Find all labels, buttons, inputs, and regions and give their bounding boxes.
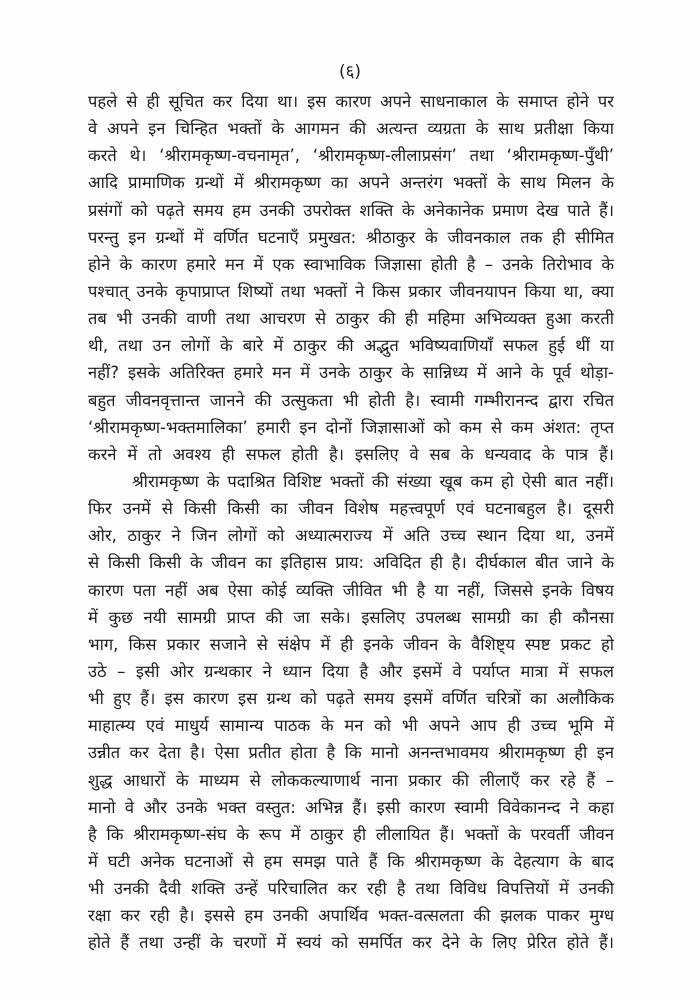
text-line: रक्षा कर रही है। इससे हम उनकी अपार्थिव भक्त-वत्सलता की झलक पाकर मुग्ध	[88, 906, 614, 926]
text-line: आदि प्रामाणिक ग्रन्थों में श्रीरामकृष्ण का अपने अन्तरंग भक्तों के साथ मिलन के	[88, 173, 614, 193]
text-line: में घटी अनेक घटनाओं से हम समझ पाते हैं कि श्रीरामकृष्ण के देहत्याग के बाद	[88, 851, 614, 871]
text-line: भी उनकी दैवी शक्ति उन्हें परिचालित कर रही है तथा विविध विपत्तियों में उनकी	[88, 879, 614, 899]
text-line: फिर उनमें से किसी किसी का जीवन विशेष महत्त्वपूर्ण एवं घटनाबहुल है। दूसरी	[88, 499, 614, 519]
text-line: प्रसंगों को पढ़ते समय हम उनकी उपरोक्त शक्ति के अनेकानेक प्रमाण देख पाते हैं।	[88, 200, 614, 220]
text-line: उठे – इसी ओर ग्रन्थकार ने ध्यान दिया है और इसमें वे पर्याप्त मात्रा में सफल	[88, 661, 614, 681]
text-line: ‘श्रीरामकृष्ण-भक्तमालिका’ हमारी इन दोनों जिज्ञासाओं को कम से कम अंशत: तृप्त	[88, 417, 614, 437]
text-line: माहात्म्य एवं माधुर्य सामान्य पाठक के मन को भी अपने आप ही उच्च भूमि में	[88, 716, 614, 736]
text-line: होने के कारण हमारे मन में एक स्वाभाविक जिज्ञासा होती है – उनके तिरोभाव के	[88, 254, 614, 274]
text-line: होते हैं तथा उन्हीं के चरणों में स्वयं को समर्पित कर देने के लिए प्रेरित होते हैं।	[88, 933, 614, 953]
text-line: पश्चात् उनके कृपाप्राप्त शिष्यों तथा भक्तों ने किस प्रकार जीवनयापन किया था, क्या	[88, 281, 614, 301]
text-line: भाग, किस प्रकार सजाने से संक्षेप में ही इनके जीवन के वैशिष्ट्य स्पष्ट प्रकट हो	[88, 634, 614, 654]
text-line: ओर, ठाकुर ने जिन लोगों को अध्यात्मराज्य में अति उच्च स्थान दिया था, उनमें	[88, 526, 614, 546]
text-line: भी हुए हैं। इस कारण इस ग्रन्थ को पढ़ते समय इसमें वर्णित चरित्रों का अलौकिक	[88, 689, 614, 709]
text-line: तब भी उनकी वाणी तथा आचरण से ठाकुर की ही महिमा अभिव्यक्त हुआ करती	[88, 309, 614, 329]
text-line: थी, तथा उन लोगों के बारे में ठाकुर की अद्भुत भविष्यवाणियाँ सफल हुई थीं या	[88, 336, 614, 356]
text-line: कारण पता नहीं अब ऐसा कोई व्यक्ति जीवित भी है या नहीं, जिससे इनके विषय	[88, 580, 614, 600]
text-line: मानो वे और उनके भक्त वस्तुत: अभिन्न हैं। इसी कारण स्वामी विवेकानन्द ने कहा	[88, 797, 614, 817]
text-line: परन्तु इन ग्रन्थों में वर्णित घटनाएँ प्रमुखत: श्रीठाकुर के जीवनकाल तक ही सीमित	[88, 227, 614, 247]
page-number: (६)	[338, 62, 362, 82]
text-line: करने में तो अवश्य ही सफल होती है। इसलिए वे सब के धन्यवाद के पात्र हैं।	[88, 444, 614, 464]
text-line: में कुछ नयी सामग्री प्राप्त की जा सके। इसलिए उपलब्ध सामग्री का ही कौनसा	[88, 607, 614, 627]
text-line: वे अपने इन चिन्हित भक्तों के आगमन की अत्यन्त व्यग्रता के साथ प्रतीक्षा किया	[88, 119, 614, 139]
text-line: है कि श्रीरामकृष्ण-संघ के रूप में ठाकुर ही लीलायित हैं। भक्तों के परवर्ती जीवन	[88, 824, 614, 844]
text-line: करते थे। ‘श्रीरामकृष्ण-वचनामृत’, ‘श्रीरामकृष्ण-लीलाप्रसंग’ तथा ‘श्रीरामकृष्ण-पुँथी’	[88, 146, 614, 166]
text-line: उन्नीत कर देता है। ऐसा प्रतीत होता है कि मानो अनन्तभावमय श्रीरामकृष्ण ही इन	[88, 743, 614, 763]
text-line: शुद्ध आधारों के माध्यम से लोककल्याणार्थ नाना प्रकार की लीलाएँ कर रहे हैं –	[88, 770, 614, 790]
text-line: से किसी किसी के जीवन का इतिहास प्राय: अविदित ही है। दीर्घकाल बीत जाने के	[88, 553, 614, 573]
text-line: नहीं? इसके अतिरिक्त हमारे मन में उनके ठाकुर के सान्निध्य में आने के पूर्व थोड़ा-	[88, 363, 614, 383]
text-line: पहले से ही सूचित कर दिया था। इस कारण अपने साधनाकाल के समाप्त होने पर	[88, 92, 614, 111]
paragraph-first-line: श्रीरामकृष्ण के पदाश्रित विशिष्ट भक्तों की संख्या खूब कम हो ऐसी बात नहीं।	[132, 471, 614, 491]
text-line: बहुत जीवनवृत्तान्त जानने की उत्सुकता भी होती है। स्वामी गम्भीरानन्द द्वारा रचित	[88, 390, 614, 410]
body-text	[88, 88, 614, 957]
